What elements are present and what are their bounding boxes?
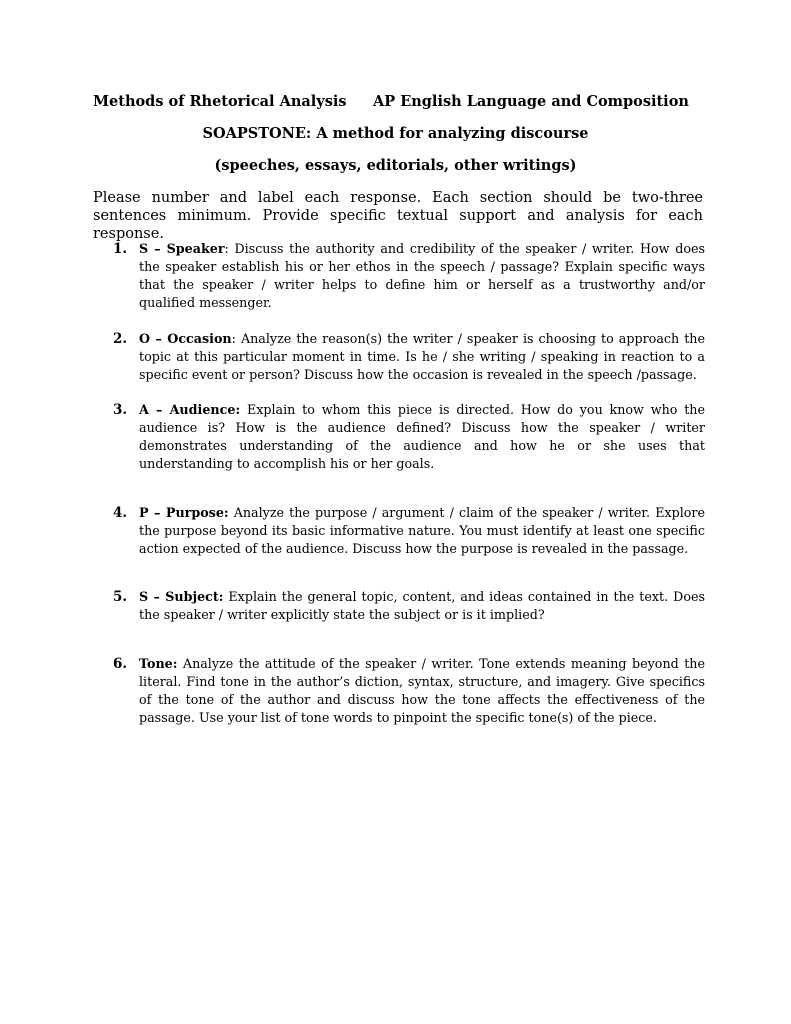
list-item-speaker [93,240,705,312]
list-item-subject [93,588,705,624]
list-item-text: : Discuss the authority and credibility of the speaker / writer. How does the speaker establish his or her ethos in the speech / passage? Explain specific ways that the speaker / writer helps to define him or herself as a trustworthy and/or qualified messenger. [139,241,705,310]
list-item-body [139,504,705,558]
list-item-audience [93,401,705,473]
document-title: SOAPSTONE: A method for analyzing discourse [202,125,589,142]
header-course-unit: Methods of Rhetorical Analysis [93,93,347,110]
list-item-body [139,401,705,473]
list-item-body [139,588,705,624]
list-item-text: : Analyze the reason(s) the writer / speaker is choosing to approach the topic at this particular moment in time. Is he / she writing / speaking in reaction to a specific event or person? Discuss how the occasion is revealed in the speech /passage. [139,331,705,382]
list-item-text: Explain to whom this piece is directed. How do you know who the audience is? How is the audience defined? Discuss how the speaker / writer demonstrates understanding of the audience and how he or she uses that understanding to accomplish his or her goals. [139,402,705,471]
list-item-number: 6. [113,656,128,672]
list-item-body [139,330,705,384]
list-item-purpose [93,504,705,558]
list-item-tone [93,655,705,727]
list-item-number: 1. [113,241,128,257]
list-item-label: S – Subject: [139,589,224,604]
list-item-label: P – Purpose: [139,505,229,520]
list-item-number: 3. [113,402,128,418]
list-item-label: S – Speaker [139,241,225,256]
list-item-text: Explain the general topic, content, and ideas contained in the text. Does the speaker / writer explicitly state the subject or is it implied? [139,589,705,622]
list-item-label: Tone: [139,656,178,671]
list-item-text: Analyze the purpose / argument / claim of the speaker / writer. Explore the purpose beyond its basic informative nature. You must identify at least one specific action expected of the audience. Discuss how the purpose is revealed in the passage. [139,505,705,556]
list-item-body [139,655,705,727]
list-item-text: Analyze the attitude of the speaker / writer. Tone extends meaning beyond the literal. Find tone in the author’s diction, syntax, structure, and imagery. Give specifics of the tone of the author and discuss how the tone affects the effectiveness of the passage. Use your list of tone words to pinpoint the specific tone(s) of the piece. [139,656,705,725]
list-item-label: O – Occasion [139,331,232,346]
instructions-paragraph: Please number and label each response. Each section should be two-three sentences minimum. Provide specific textual support and analysis for each response. [93,190,703,242]
list-item-number: 2. [113,331,128,347]
list-item-number: 4. [113,505,128,521]
list-item-body [139,240,705,312]
list-item-label: A – Audience: [139,402,241,417]
header-course-name: AP English Language and Composition [373,93,689,110]
list-item-number: 5. [113,589,128,605]
document-subtitle: (speeches, essays, editorials, other writings) [214,157,577,174]
list-item-occasion [93,330,705,384]
